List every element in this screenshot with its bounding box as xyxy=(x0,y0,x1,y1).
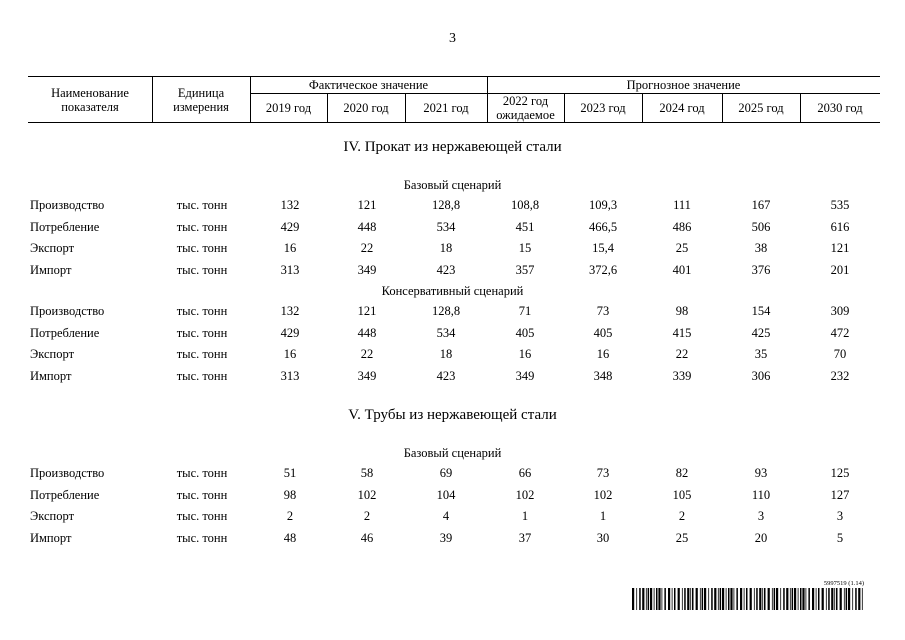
value-cell: 20 xyxy=(754,530,768,545)
value-cell: 348 xyxy=(593,368,613,383)
value-cell: 58 xyxy=(360,466,374,480)
header-year: 2030 год xyxy=(817,101,863,115)
value-cell: 71 xyxy=(518,304,532,318)
value-cell: 30 xyxy=(596,530,610,545)
unit: тыс. тонн xyxy=(176,262,228,277)
indicator-name: Импорт xyxy=(30,530,72,545)
value-cell: 349 xyxy=(515,368,535,383)
indicator-name: Экспорт xyxy=(30,347,75,361)
value-cell: 73 xyxy=(596,304,610,318)
unit: тыс. тонн xyxy=(176,368,228,383)
value-cell: 111 xyxy=(673,198,691,212)
value-cell: 535 xyxy=(830,198,850,212)
header-top-rule xyxy=(28,76,880,77)
value-cell: 82 xyxy=(675,466,689,480)
value-cell: 405 xyxy=(515,325,535,340)
value-cell: 372,6 xyxy=(588,262,618,277)
value-cell: 4 xyxy=(442,509,450,523)
value-cell: 357 xyxy=(515,262,535,277)
header-year: 2020 год xyxy=(343,101,389,115)
table-row xyxy=(0,197,905,213)
table-row xyxy=(0,303,905,319)
value-cell: 51 xyxy=(283,466,297,480)
table-row xyxy=(0,346,905,362)
value-cell: 48 xyxy=(283,530,297,545)
value-cell: 39 xyxy=(439,530,453,545)
header-year: 2021 год xyxy=(423,101,469,115)
value-cell: 125 xyxy=(830,466,850,480)
value-cell: 25 xyxy=(675,530,689,545)
value-cell: 349 xyxy=(357,262,377,277)
value-cell: 232 xyxy=(830,368,850,383)
value-cell: 15,4 xyxy=(592,241,614,255)
value-cell: 616 xyxy=(830,219,850,234)
value-cell: 2 xyxy=(286,509,294,523)
value-cell: 102 xyxy=(515,487,535,502)
value-cell: 128,8 xyxy=(431,304,461,318)
value-cell: 1 xyxy=(521,509,529,523)
value-cell: 98 xyxy=(675,304,689,318)
value-cell: 121 xyxy=(357,304,377,318)
value-cell: 16 xyxy=(283,347,297,361)
indicator-name: Производство xyxy=(30,466,105,480)
value-cell: 105 xyxy=(672,487,692,502)
scenario-title: Консервативный сценарий xyxy=(381,284,524,298)
header-mid-rule xyxy=(250,93,880,94)
value-cell: 451 xyxy=(515,219,535,234)
value-cell: 15 xyxy=(518,241,532,255)
indicator-name: Производство xyxy=(30,198,105,212)
unit: тыс. тонн xyxy=(176,487,228,502)
unit: тыс. тонн xyxy=(176,304,228,318)
header-unit: Единица измерения xyxy=(173,86,229,114)
page-number: 3 xyxy=(449,31,456,46)
value-cell: 73 xyxy=(596,466,610,480)
table-row xyxy=(0,240,905,256)
value-cell: 25 xyxy=(675,241,689,255)
value-cell: 121 xyxy=(357,198,377,212)
header-year: 2024 год xyxy=(659,101,705,115)
value-cell: 349 xyxy=(357,368,377,383)
value-cell: 2 xyxy=(363,509,371,523)
value-cell: 466,5 xyxy=(588,219,618,234)
table-row xyxy=(0,325,905,341)
value-cell: 423 xyxy=(436,368,456,383)
unit: тыс. тонн xyxy=(176,466,228,480)
scenario-title: Базовый сценарий xyxy=(403,178,502,192)
value-cell: 46 xyxy=(360,530,374,545)
unit: тыс. тонн xyxy=(176,509,228,523)
value-cell: 429 xyxy=(280,219,300,234)
header-fact-group: Фактическое значение xyxy=(308,78,429,92)
value-cell: 22 xyxy=(675,347,689,361)
value-cell: 16 xyxy=(596,347,610,361)
value-cell: 98 xyxy=(283,487,297,502)
value-cell: 109,3 xyxy=(588,198,618,212)
table-row xyxy=(0,262,905,278)
value-cell: 70 xyxy=(833,347,847,361)
indicator-name: Производство xyxy=(30,304,105,318)
indicator-name: Импорт xyxy=(30,262,72,277)
value-cell: 66 xyxy=(518,466,532,480)
value-cell: 127 xyxy=(830,487,850,502)
value-cell: 3 xyxy=(836,509,844,523)
value-cell: 167 xyxy=(751,198,771,212)
unit: тыс. тонн xyxy=(176,198,228,212)
table-row xyxy=(0,219,905,235)
indicator-name: Экспорт xyxy=(30,241,75,255)
value-cell: 472 xyxy=(830,325,850,340)
header-forecast-group: Прогнозное значение xyxy=(626,78,741,92)
table-row xyxy=(0,508,905,524)
value-cell: 405 xyxy=(593,325,613,340)
value-cell: 102 xyxy=(593,487,613,502)
unit: тыс. тонн xyxy=(176,347,228,361)
value-cell: 415 xyxy=(672,325,692,340)
unit: тыс. тонн xyxy=(176,241,228,255)
table-row xyxy=(0,368,905,384)
section-title: V. Трубы из нержавеющей стали xyxy=(348,407,557,423)
value-cell: 16 xyxy=(283,241,297,255)
value-cell: 534 xyxy=(436,325,456,340)
value-cell: 5 xyxy=(836,530,844,545)
scenario-title: Базовый сценарий xyxy=(403,446,502,460)
value-cell: 423 xyxy=(436,262,456,277)
value-cell: 69 xyxy=(439,466,453,480)
value-cell: 313 xyxy=(280,368,300,383)
value-cell: 38 xyxy=(754,241,768,255)
value-cell: 35 xyxy=(754,347,768,361)
value-cell: 132 xyxy=(280,198,300,212)
value-cell: 486 xyxy=(672,219,692,234)
value-cell: 339 xyxy=(672,368,692,383)
header-year: 2025 год xyxy=(738,101,784,115)
section-title: IV. Прокат из нержавеющей стали xyxy=(343,139,562,155)
value-cell: 132 xyxy=(280,304,300,318)
value-cell: 121 xyxy=(830,241,850,255)
indicator-name: Экспорт xyxy=(30,509,75,523)
value-cell: 22 xyxy=(360,347,374,361)
value-cell: 3 xyxy=(757,509,765,523)
header-year: 2023 год xyxy=(580,101,626,115)
value-cell: 128,8 xyxy=(431,198,461,212)
value-cell: 108,8 xyxy=(510,198,540,212)
unit: тыс. тонн xyxy=(176,325,228,340)
barcode-bars xyxy=(632,588,864,610)
value-cell: 102 xyxy=(357,487,377,502)
table-row xyxy=(0,530,905,546)
value-cell: 37 xyxy=(518,530,532,545)
value-cell: 309 xyxy=(830,304,850,318)
value-cell: 448 xyxy=(357,325,377,340)
indicator-name: Потребление xyxy=(30,325,100,340)
value-cell: 18 xyxy=(439,347,453,361)
header-year: 2022 год ожидаемое xyxy=(496,94,555,122)
value-cell: 22 xyxy=(360,241,374,255)
header-indicator-name: Наименование показателя xyxy=(51,86,129,114)
value-cell: 154 xyxy=(751,304,771,318)
value-cell: 429 xyxy=(280,325,300,340)
value-cell: 110 xyxy=(751,487,771,502)
table-row xyxy=(0,465,905,481)
value-cell: 425 xyxy=(751,325,771,340)
value-cell: 93 xyxy=(754,466,768,480)
value-cell: 448 xyxy=(357,219,377,234)
value-cell: 306 xyxy=(751,368,771,383)
value-cell: 16 xyxy=(518,347,532,361)
unit: тыс. тонн xyxy=(176,219,228,234)
value-cell: 201 xyxy=(830,262,850,277)
indicator-name: Потребление xyxy=(30,219,100,234)
value-cell: 506 xyxy=(751,219,771,234)
value-cell: 313 xyxy=(280,262,300,277)
header-bottom-rule xyxy=(28,122,880,123)
value-cell: 104 xyxy=(436,487,456,502)
barcode-label: 5997519 (1.14) xyxy=(823,580,864,587)
value-cell: 18 xyxy=(439,241,453,255)
value-cell: 2 xyxy=(678,509,686,523)
table-row xyxy=(0,487,905,503)
indicator-name: Потребление xyxy=(30,487,100,502)
value-cell: 401 xyxy=(672,262,692,277)
header-year: 2019 год xyxy=(265,101,312,115)
value-cell: 376 xyxy=(751,262,771,277)
value-cell: 534 xyxy=(436,219,456,234)
value-cell: 1 xyxy=(599,509,607,523)
indicator-name: Импорт xyxy=(30,368,72,383)
unit: тыс. тонн xyxy=(176,530,228,545)
barcode xyxy=(632,580,864,610)
